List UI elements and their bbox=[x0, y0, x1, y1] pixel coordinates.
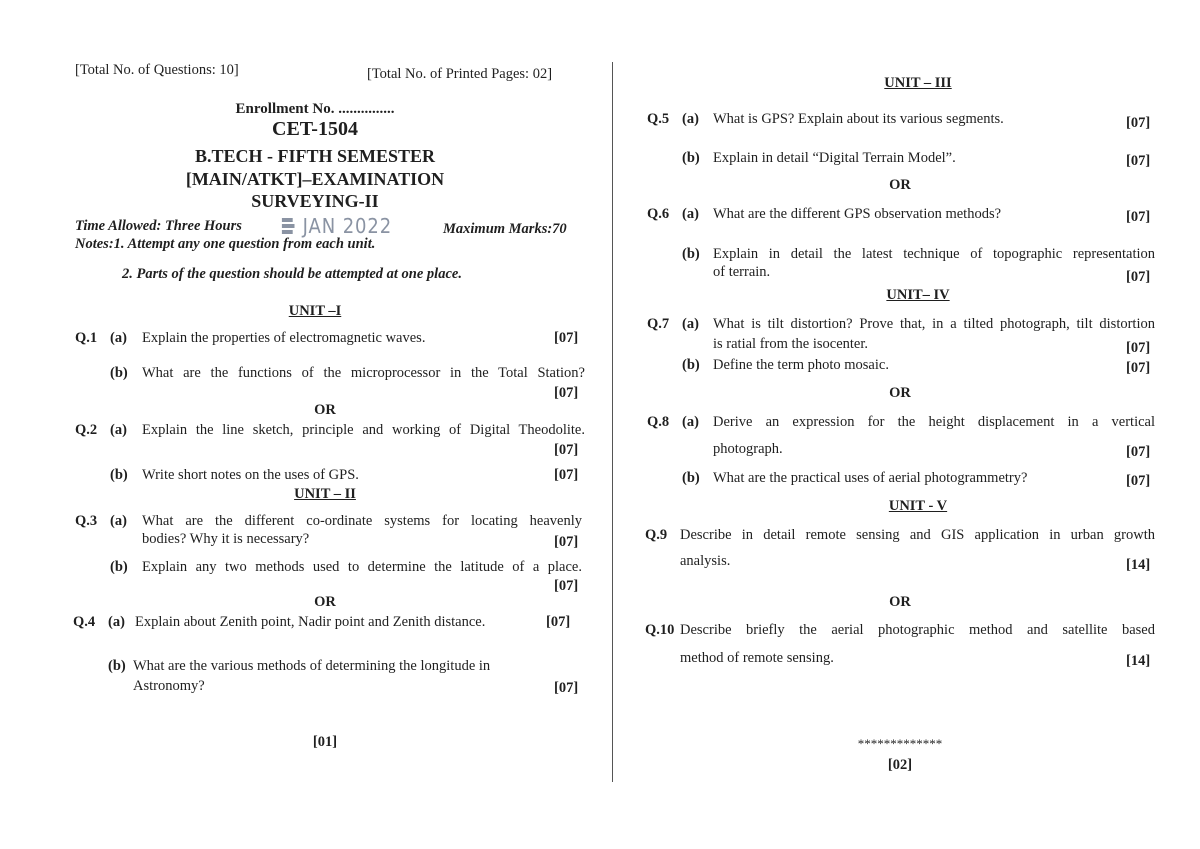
q4b-line-2: Astronomy? bbox=[133, 678, 205, 694]
course-title: B.TECH - FIFTH SEMESTER bbox=[194, 146, 436, 166]
enrollment-line: Enrollment No. ............... bbox=[235, 101, 395, 117]
total-questions: [Total No. of Questions: 10] bbox=[75, 62, 239, 78]
unit-5-heading: UNIT - V bbox=[888, 498, 948, 514]
note-2: 2. Parts of the question should be attempted at one place. bbox=[122, 266, 462, 282]
stamp-mark-icon bbox=[281, 216, 297, 236]
q2-number: Q.2 bbox=[75, 422, 98, 438]
q3a-marks: [07] bbox=[554, 534, 579, 550]
q2b-text: Write short notes on the uses of GPS. bbox=[142, 467, 359, 483]
q9-line-2: analysis. bbox=[680, 553, 731, 569]
q7a-marks: [07] bbox=[1126, 340, 1151, 356]
q3-number: Q.3 bbox=[75, 513, 98, 529]
stamp-date: JAN 2022 bbox=[302, 214, 393, 238]
maximum-marks: Maximum Marks:70 bbox=[443, 221, 567, 237]
q6-number: Q.6 bbox=[647, 206, 670, 222]
or-label: OR bbox=[314, 594, 336, 610]
course-code: CET-1504 bbox=[272, 118, 358, 140]
or-label: OR bbox=[889, 177, 911, 193]
q8a-marks: [07] bbox=[1126, 444, 1151, 460]
or-label: OR bbox=[889, 385, 911, 401]
q3b-text: Explain any two methods used to determine the latitude of a place. bbox=[142, 559, 582, 575]
q3b-label: (b) bbox=[110, 559, 128, 575]
page-number-2: [02] bbox=[887, 757, 913, 773]
q6b-label: (b) bbox=[682, 246, 700, 262]
q4-number: Q.4 bbox=[73, 614, 96, 630]
q5b-text: Explain in detail “Digital Terrain Model”. bbox=[713, 150, 956, 166]
q7a-line-2: is ratial from the isocenter. bbox=[713, 336, 869, 352]
q10-marks: [14] bbox=[1126, 653, 1151, 669]
q8a-label: (a) bbox=[682, 414, 699, 430]
q1a-text: Explain the properties of electromagnetic waves. bbox=[142, 330, 426, 346]
q2b-label: (b) bbox=[110, 467, 128, 483]
q6b-line-1: Explain in detail the latest technique of topographic representation bbox=[713, 246, 1155, 262]
page-number-1: [01] bbox=[312, 734, 338, 750]
q10-line-1: Describe briefly the aerial photographic method and satellite based bbox=[680, 622, 1155, 638]
unit-3-heading: UNIT – III bbox=[884, 75, 952, 91]
q8b-label: (b) bbox=[682, 470, 700, 486]
time-allowed: Time Allowed: Three Hours bbox=[75, 218, 242, 234]
q3a-line-1: What are the different co-ordinate systems for locating heavenly bbox=[142, 513, 582, 529]
unit-4-heading: UNIT– IV bbox=[886, 287, 950, 303]
subject-title: SURVEYING-II bbox=[251, 191, 379, 211]
q4a-marks: [07] bbox=[546, 614, 571, 630]
q5a-text: What is GPS? Explain about its various segments. bbox=[713, 111, 1004, 127]
q9-marks: [14] bbox=[1126, 557, 1151, 573]
note-1: Notes:1. Attempt any one question from each unit. bbox=[75, 236, 376, 252]
q8-number: Q.8 bbox=[647, 414, 670, 430]
q7-number: Q.7 bbox=[647, 316, 670, 332]
q2a-text: Explain the line sketch, principle and working of Digital Theodolite. bbox=[142, 422, 585, 438]
q6b-line-2: of terrain. bbox=[713, 264, 771, 280]
q6b-marks: [07] bbox=[1126, 269, 1151, 285]
q4a-text: Explain about Zenith point, Nadir point and Zenith distance. bbox=[135, 614, 486, 630]
right-page bbox=[618, 0, 1200, 849]
q9-number: Q.9 bbox=[645, 527, 668, 543]
q8b-text: What are the practical uses of aerial photogrammetry? bbox=[713, 470, 1028, 486]
q1a-label: (a) bbox=[110, 330, 127, 346]
q8a-line-1: Derive an expression for the height displacement in a vertical bbox=[713, 414, 1155, 430]
q2a-label: (a) bbox=[110, 422, 127, 438]
q1b-marks: [07] bbox=[554, 385, 579, 401]
total-pages: [Total No. of Printed Pages: 02] bbox=[367, 66, 553, 82]
q1-number: Q.1 bbox=[75, 330, 98, 346]
q5a-label: (a) bbox=[682, 111, 699, 127]
q1a-marks: [07] bbox=[554, 330, 579, 346]
q10-line-2: method of remote sensing. bbox=[680, 650, 834, 666]
unit-2-heading: UNIT – II bbox=[294, 486, 356, 502]
q9-line-1: Describe in detail remote sensing and GIS application in urban growth bbox=[680, 527, 1155, 543]
q5b-marks: [07] bbox=[1126, 153, 1151, 169]
q5a-marks: [07] bbox=[1126, 115, 1151, 131]
or-label: OR bbox=[889, 594, 911, 610]
q7a-line-1: What is tilt distortion? Prove that, in a tilted photograph, tilt distortion bbox=[713, 316, 1155, 332]
q8a-line-2: photograph. bbox=[713, 441, 783, 457]
q7b-marks: [07] bbox=[1126, 360, 1151, 376]
q3a-label: (a) bbox=[110, 513, 127, 529]
q8b-marks: [07] bbox=[1126, 473, 1151, 489]
q5-number: Q.5 bbox=[647, 111, 670, 127]
q4a-label: (a) bbox=[108, 614, 125, 630]
date-stamp bbox=[281, 214, 392, 238]
q1b-label: (b) bbox=[110, 365, 128, 381]
q10-number: Q.10 bbox=[645, 622, 675, 638]
q4b-label: (b) bbox=[108, 658, 126, 674]
or-label: OR bbox=[314, 402, 336, 418]
exam-title: [MAIN/ATKT]–EXAMINATION bbox=[185, 169, 445, 189]
q4b-line-1: What are the various methods of determining the longitude in bbox=[133, 658, 491, 674]
q6a-text: What are the different GPS observation methods? bbox=[713, 206, 1002, 222]
q4b-marks: [07] bbox=[554, 680, 579, 696]
q3a-line-2: bodies? Why it is necessary? bbox=[142, 531, 310, 547]
q5b-label: (b) bbox=[682, 150, 700, 166]
unit-1-heading: UNIT –I bbox=[288, 303, 342, 319]
q7a-label: (a) bbox=[682, 316, 699, 332]
q6a-label: (a) bbox=[682, 206, 699, 222]
q6a-marks: [07] bbox=[1126, 209, 1151, 225]
q2b-marks: [07] bbox=[554, 467, 579, 483]
q7b-label: (b) bbox=[682, 357, 700, 373]
q1b-text: What are the functions of the microprocessor in the Total Station? bbox=[142, 365, 585, 381]
q2a-marks: [07] bbox=[554, 442, 579, 458]
end-stars: ************* bbox=[857, 736, 943, 751]
page-divider bbox=[612, 62, 613, 782]
q3b-marks: [07] bbox=[554, 578, 579, 594]
q7b-text: Define the term photo mosaic. bbox=[713, 357, 889, 373]
